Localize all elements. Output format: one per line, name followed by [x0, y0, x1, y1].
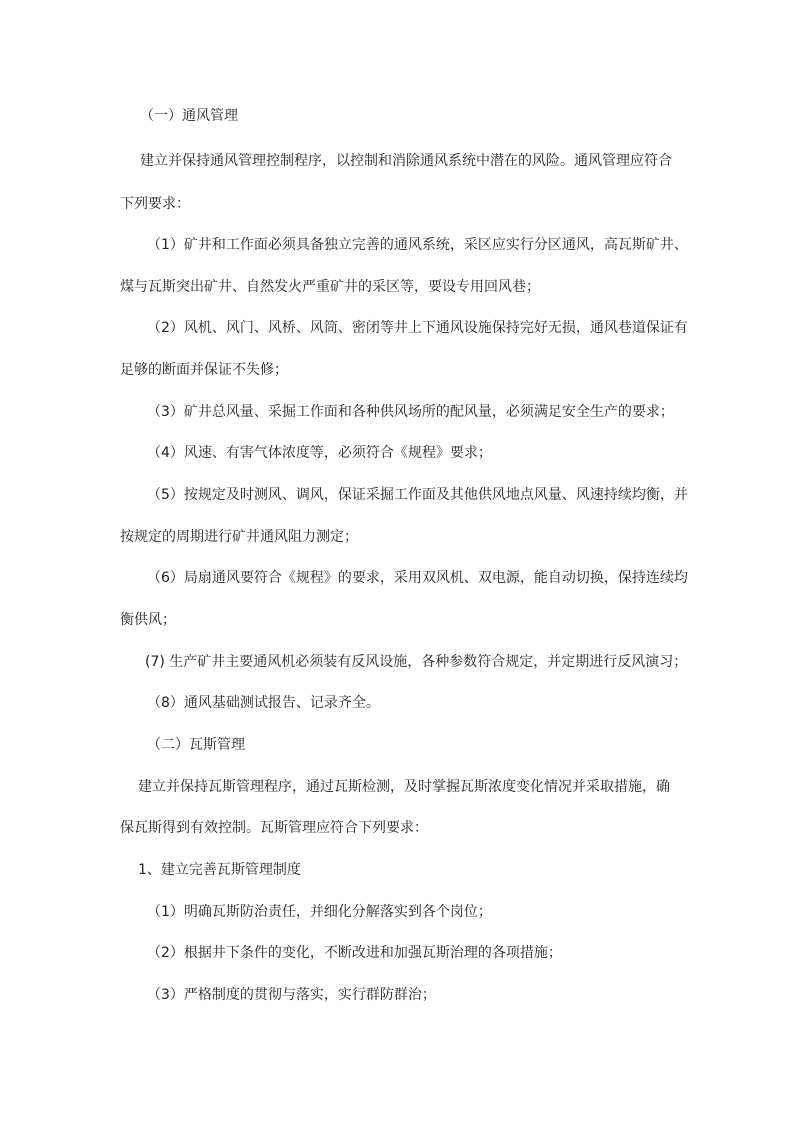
list-item-ventilation-5-line-2: 按规定的周期进行矿井通风阻力测定；: [120, 529, 358, 545]
list-item-ventilation-4: （4）风速、有害气体浓度等，必须符合《规程》要求；: [147, 445, 492, 461]
paragraph-ventilation-intro-line-1: 建立并保持通风管理控制程序，以控制和消除通风系统中潜在的风险。通风管理应符合: [140, 153, 672, 169]
list-item-ventilation-3: （3）矿井总风量、采掘工作面和各种供风场所的配风量，必须满足安全生产的要求；: [147, 404, 674, 420]
list-item-gas-1: （1）明确瓦斯防治责任，并细化分解落实到各个岗位；: [147, 904, 492, 920]
list-item-ventilation-7: (7) 生产矿井主要通风机必须装有反风设施，各种参数符合规定，并定期进行反风演习；: [145, 654, 688, 670]
list-item-gas-2: （2）根据井下条件的变化，不断改进和加强瓦斯治理的各项措施；: [147, 945, 562, 961]
list-item-ventilation-1-line-2: 煤与瓦斯突出矿井、自然发火严重矿井的采区等，要设专用回风巷；: [120, 279, 540, 295]
paragraph-gas-intro-line-2: 保瓦斯得到有效控制。瓦斯管理应符合下列要求：: [120, 820, 428, 836]
list-item-ventilation-5-line-1: （5）按规定及时测风、调风，保证采掘工作面及其他供风地点风量、风速持续均衡，并: [147, 487, 688, 503]
list-item-ventilation-2-line-2: 足够的断面并保证不失修；: [120, 362, 288, 378]
subsection-heading-gas-system: 1、建立完善瓦斯管理制度: [138, 862, 301, 878]
paragraph-gas-intro-line-1: 建立并保持瓦斯管理程序，通过瓦斯检测，及时掌握瓦斯浓度变化情况并采取措施，确: [138, 779, 670, 795]
section-heading-ventilation: （一）通风管理: [140, 108, 238, 124]
list-item-ventilation-1-line-1: （1）矿井和工作面必须具备独立完善的通风系统，采区应实行分区通风，高瓦斯矿井、: [147, 237, 688, 253]
list-item-ventilation-6-line-2: 衡供风；: [120, 612, 176, 628]
list-item-ventilation-8: （8）通风基础测试报告、记录齐全。: [147, 695, 380, 711]
paragraph-ventilation-intro-line-2: 下列要求：: [120, 196, 190, 212]
list-item-ventilation-2-line-1: （2）风机、风门、风桥、风筒、密闭等井上下通风设施保持完好无损，通风巷道保证有: [147, 320, 688, 336]
section-heading-gas: （二）瓦斯管理: [147, 737, 245, 753]
list-item-gas-3: （3）严格制度的贯彻与落实，实行群防群治；: [147, 987, 436, 1003]
list-item-ventilation-6-line-1: （6）局扇通风要符合《规程》的要求，采用双风机、双电源，能自动切换，保持连续均: [147, 570, 688, 586]
